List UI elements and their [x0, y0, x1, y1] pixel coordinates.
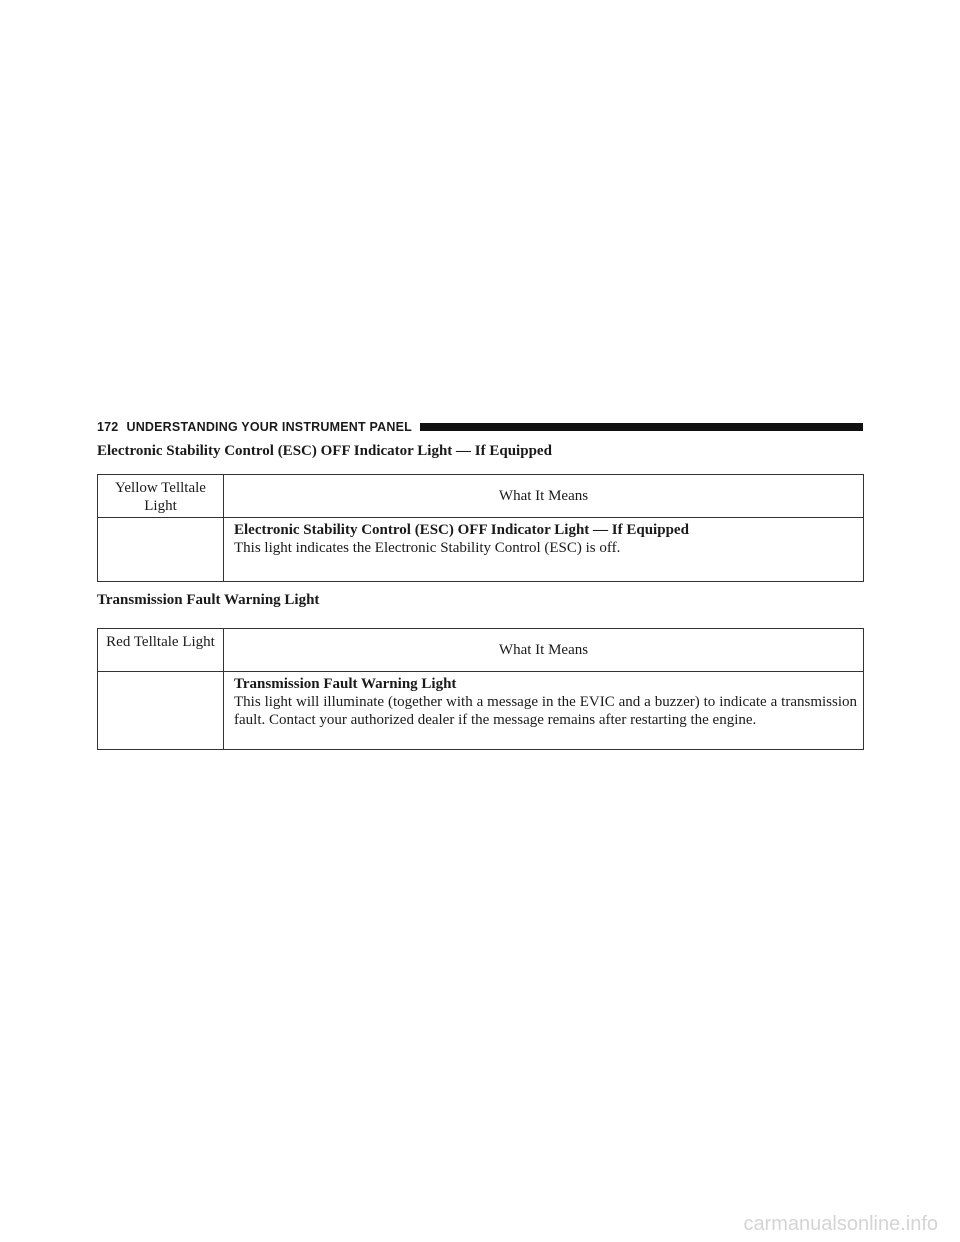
telltale-column-header: Red Telltale Light [98, 629, 224, 672]
entry-title: Electronic Stability Control (ESC) OFF Indicator Light — If Equipped [234, 522, 689, 538]
table-row [98, 672, 864, 750]
section-title: UNDERSTANDING YOUR INSTRUMENT PANEL [126, 420, 412, 434]
telltale-column-header: Yellow Telltale Light [98, 475, 224, 518]
header-rule [420, 423, 863, 431]
telltale-icon-cell [98, 672, 224, 750]
meaning-cell [224, 518, 864, 582]
entry-text: This light indicates the Electronic Stability Control (ESC) is off. [234, 540, 621, 556]
table-header-row [98, 629, 864, 672]
meaning-cell [224, 672, 864, 750]
telltale-icon-cell [98, 518, 224, 582]
transmission-fault-table [97, 628, 864, 750]
table-header-row [98, 475, 864, 518]
esc-off-heading: Electronic Stability Control (ESC) OFF Indicator Light — If Equipped [97, 443, 552, 459]
transmission-fault-heading: Transmission Fault Warning Light [97, 592, 320, 608]
page-number: 172 [97, 420, 119, 434]
esc-off-table [97, 474, 864, 582]
meaning-column-header: What It Means [224, 629, 864, 672]
table-row [98, 518, 864, 582]
entry-text: This light will illuminate (together with a message in the EVIC and a buzzer) to indicate a transmission fault. Contact your authorized dealer if the message remains after restarting the engine. [234, 694, 857, 728]
page-header [97, 419, 863, 435]
entry-title: Transmission Fault Warning Light [234, 676, 457, 692]
watermark: carmanualsonline.info [743, 1213, 938, 1235]
meaning-column-header: What It Means [224, 475, 864, 518]
